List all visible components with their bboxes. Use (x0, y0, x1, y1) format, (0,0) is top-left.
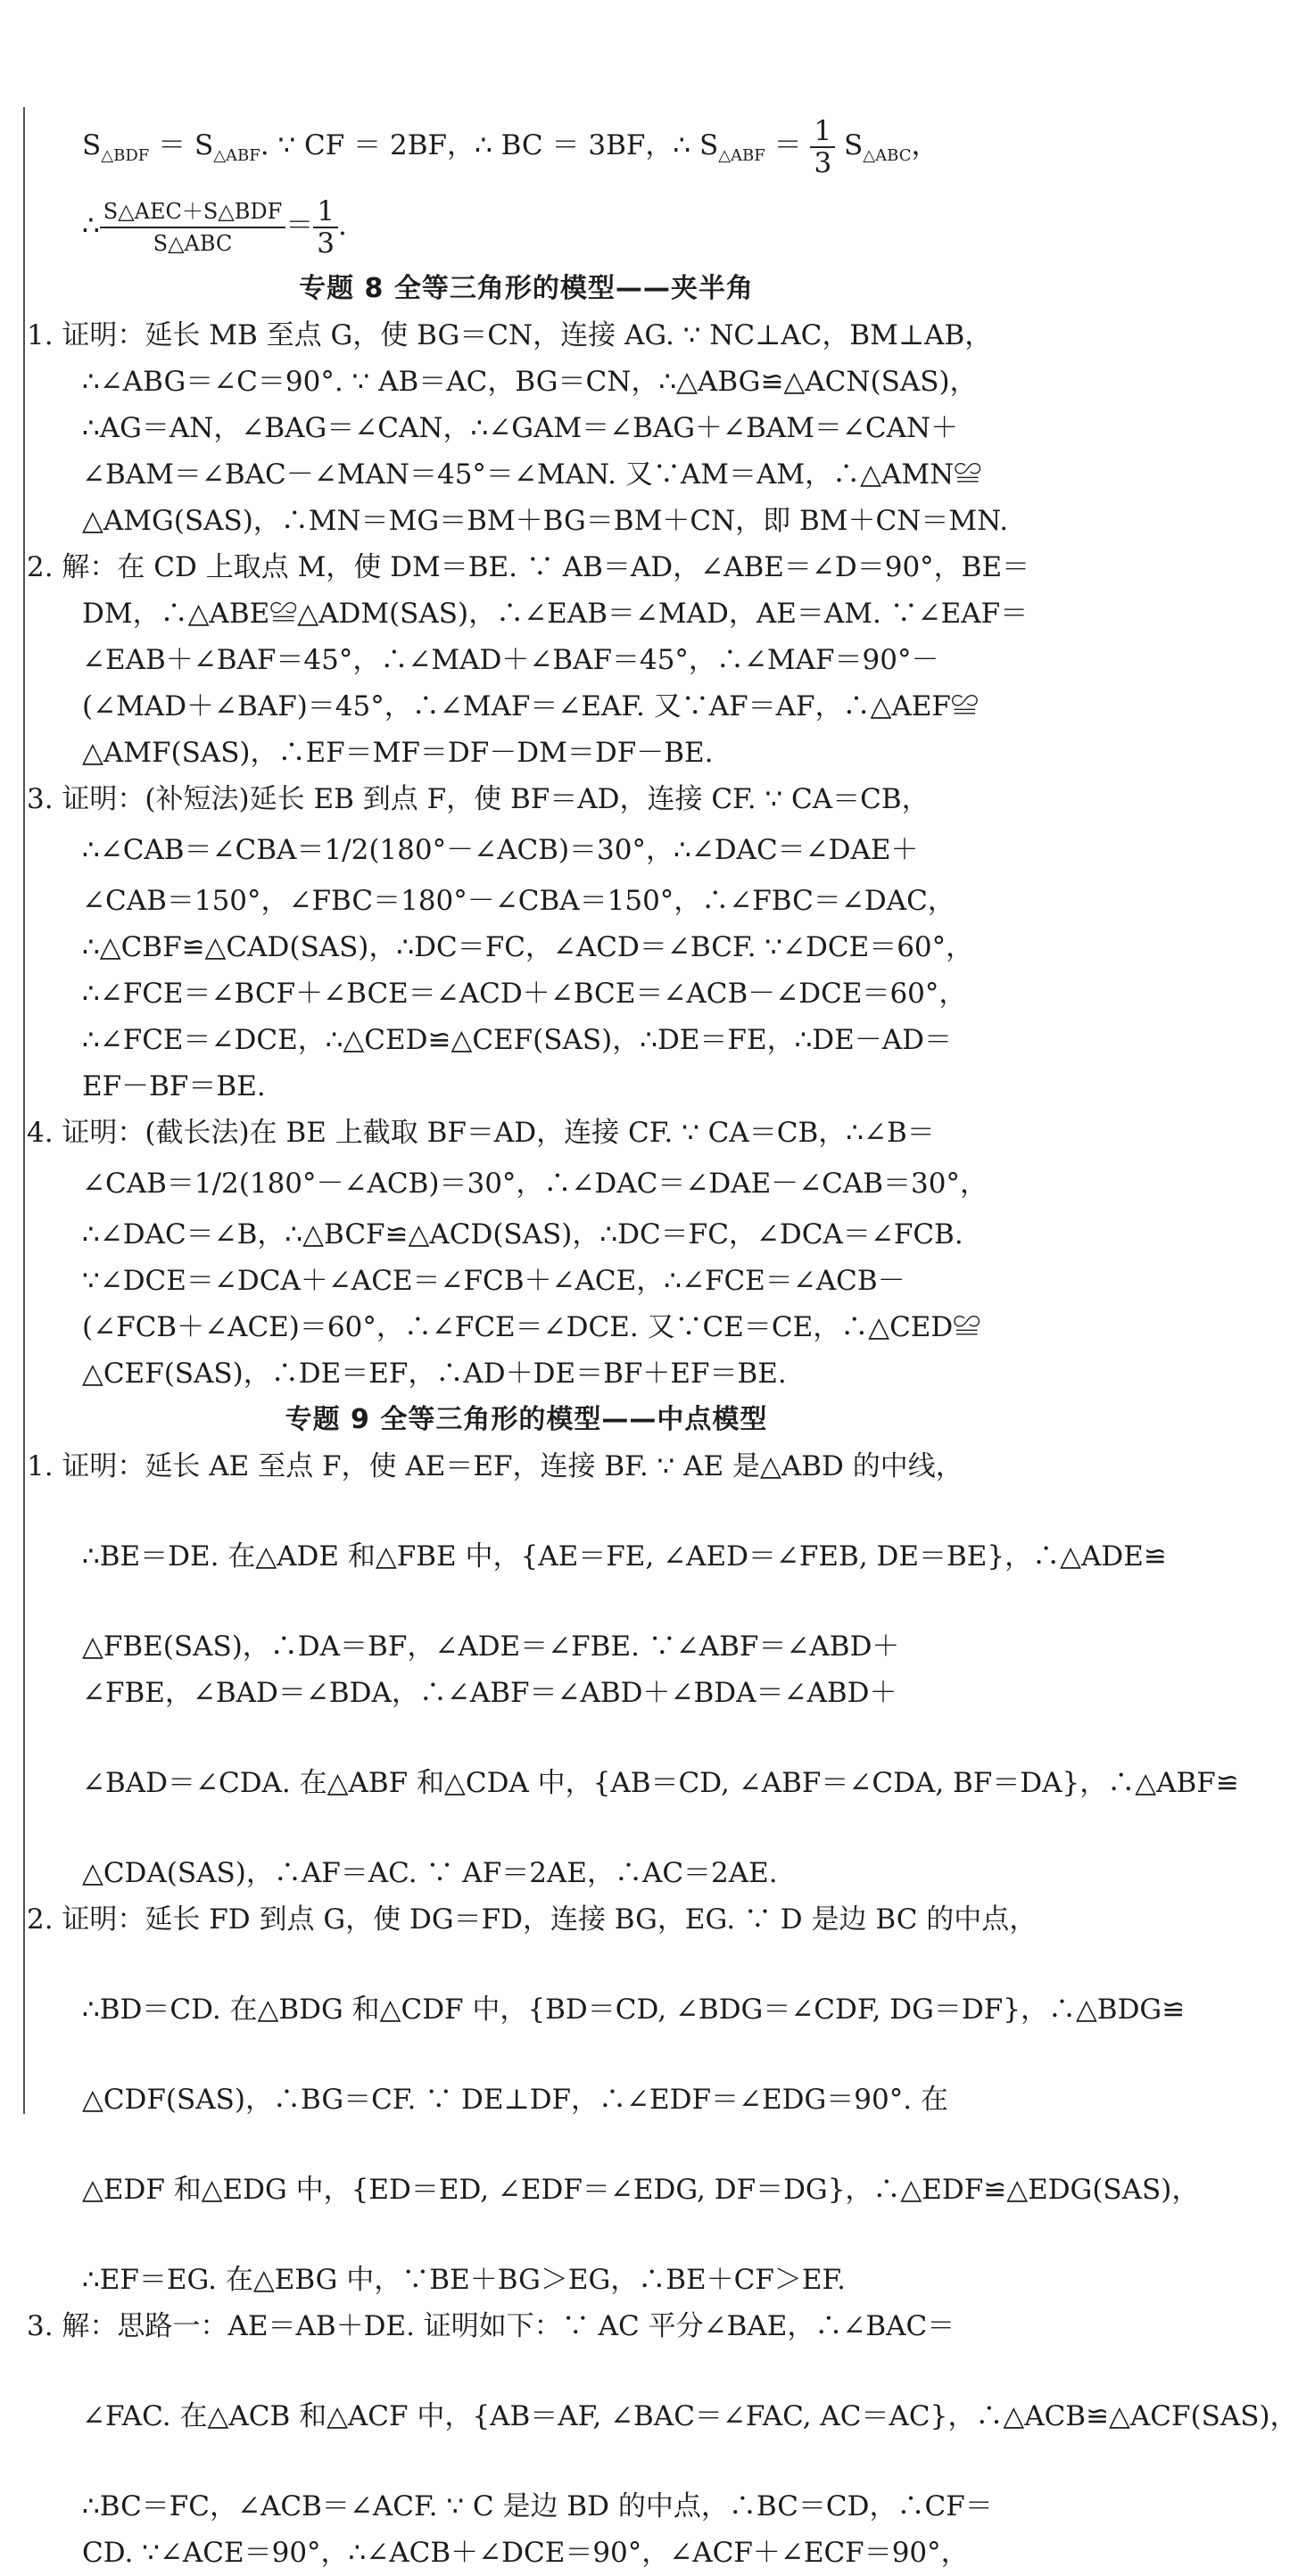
fraction (100, 196, 286, 259)
text-line: △AMG(SAS)，∴MN＝MG＝BM＋BG＝BM＋CN，即 BM＋CN＝MN. (82, 505, 1009, 537)
text-line: △FBE(SAS)，∴DA＝BF，∠ADE＝∠FBE. ∵∠ABF＝∠ABD＋ (82, 1631, 900, 1663)
text-run: ＝ (765, 129, 811, 161)
problem-line: 4. 证明：(截长法)在 BE 上截取 BF＝AD，连接 CF. ∵ CA＝CB，∴∠B＝ (27, 1117, 935, 1149)
text-line-with-system: △EDF 和△EDG 中，{ED＝ED, ∠EDF＝∠EDG, DF＝DG}，∴△EDF≌△EDG(SAS)， (82, 2174, 1200, 2206)
section-heading: 专题 8 全等三角形的模型——夹半角 (299, 273, 754, 304)
text-line: ∴∠FCE＝∠BCF＋∠BCE＝∠ACD＋∠BCE＝∠ACB－∠DCE＝60°， (82, 978, 967, 1010)
text-line: ∴△CBF≌△CAD(SAS)，∴DC＝FC，∠ACD＝∠BCF. ∵∠DCE＝60°， (82, 931, 974, 963)
text-run: ， (911, 129, 939, 161)
fraction (810, 116, 835, 178)
problem-line: 2. 解：在 CD 上取点 M，使 DM＝BE. ∵ AB＝AD，∠ABE＝∠D＝90°，BE＝ (27, 551, 1030, 583)
text-line: EF－BF＝BE. (82, 1070, 266, 1102)
fraction-denominator: S△ABC (153, 230, 233, 256)
text-line-with-system: ∴BE＝DE. 在△ADE 和△FBE 中，{AE＝FE, ∠AED＝∠FEB, DE＝BE}，∴△ADE≌ (82, 1540, 1167, 1573)
subscript: △BDF (101, 146, 150, 166)
text-line-with-system: ∠FAC. 在△ACB 和△ACF 中，{AB＝AF, ∠BAC＝∠FAC, AC＝AC}，∴△ACB≌△ACF(SAS)， (82, 2400, 1298, 2432)
problem-line: 3. 解：思路一：AE＝AB＋DE. 证明如下：∵ AC 平分∠BAE，∴∠BAC＝ (27, 2310, 955, 2342)
text-run: . ∵ CF ＝ 2BF，∴ BC ＝ 3BF，∴ S (260, 129, 719, 161)
text-line: △CEF(SAS)，∴DE＝EF，∴AD＋DE＝BF＋EF＝BE. (82, 1358, 787, 1390)
fraction (313, 196, 338, 259)
section-heading: 专题 9 全等三角形的模型——中点模型 (285, 1404, 768, 1435)
text-line: ∵∠DCE＝∠DCA＋∠ACE＝∠FCB＋∠ACE，∴∠FCE＝∠ACB－ (82, 1265, 905, 1297)
fraction-numerator: S△AEC＋S△BDF (100, 196, 286, 228)
text-line: ∴EF＝EG. 在△EBG 中，∵BE＋BG＞EG，∴BE＋CF＞EF. (82, 2264, 847, 2296)
answer-page (27, 105, 1298, 2576)
fraction-denominator: 3 (814, 146, 832, 179)
fraction-numerator: 1 (313, 196, 338, 228)
subscript: △ABF (213, 146, 260, 166)
text-line: ∠BAM＝∠BAC－∠MAN＝45°＝∠MAN. 又∵AM＝AM，∴△AMN≌ (82, 458, 982, 491)
text-line: ∴AG＝AN，∠BAG＝∠CAN，∴∠GAM＝∠BAG＋∠BAM＝∠CAN＋ (82, 412, 959, 444)
text-line: ∴BC＝FC，∠ACB＝∠ACF. ∵ C 是边 BD 的中点，∴BC＝CD，∴CF＝ (82, 2490, 993, 2522)
text-line: ∴∠ABG＝∠C＝90°. ∵ AB＝AC，BG＝CN，∴△ABG≌△ACN(SAS)， (82, 366, 978, 398)
text-line (27, 105, 1026, 186)
fraction-numerator: 1 (810, 116, 835, 148)
text-line: ∠EAB＋∠BAF＝45°，∴∠MAD＋∠BAF＝45°，∴∠MAF＝90°－ (82, 644, 939, 676)
text-line-with-system: ∴BD＝CD. 在△BDG 和△CDF 中，{BD＝CD, ∠BDG＝∠CDF, DG＝DF}，∴△BDG≌ (82, 1994, 1186, 2026)
text-run: S (82, 129, 102, 161)
text-run: . (338, 210, 347, 242)
subscript: △ABC (863, 146, 912, 166)
text-line: CD. ∵∠ACE＝90°，∴∠ACB＋∠DCE＝90°，∠ACF＋∠ECF＝90°， (82, 2537, 969, 2569)
text-run: ＝ S (149, 129, 214, 161)
text-line: ∴∠CAB＝∠CBA＝1/2(180°－∠ACB)＝30°，∴∠DAC＝∠DAE＋ (82, 834, 919, 866)
text-line: (∠FCB＋∠ACE)＝60°，∴∠FCE＝∠DCE. 又∵CE＝CE，∴△CED≌ (82, 1311, 981, 1343)
problem-line: 1. 证明：延长 MB 至点 G，使 BG＝CN，连接 AG. ∵ NC⊥AC，BM⊥AB， (27, 319, 993, 351)
text-line: DM，∴△ABE≌△ADM(SAS)，∴∠EAB＝∠MAD，AE＝AM. ∵∠EAF＝ (82, 598, 1029, 630)
left-margin-rule (23, 107, 25, 2114)
problem-line: 3. 证明：(补短法)延长 EB 到点 F，使 BF＝AD，连接 CF. ∵ CA＝CB， (27, 783, 930, 815)
text-line: △CDF(SAS)，∴BG＝CF. ∵ DE⊥DF，∴∠EDF＝∠EDG＝90°. 在 (82, 2084, 948, 2116)
text-line: ∴∠FCE＝∠DCE，∴△CED≌△CEF(SAS)，∴DE＝FE，∴DE－AD＝ (82, 1024, 953, 1056)
subscript: △ABF (718, 146, 765, 166)
text-line: ∠CAB＝150°，∠FBC＝180°－∠CBA＝150°，∴∠FBC＝∠DAC， (82, 885, 955, 917)
problem-line: 2. 证明：延长 FD 到点 G，使 DG＝FD，连接 BG，EG. ∵ D 是边 BC 的中点， (27, 1903, 1038, 1936)
fraction-denominator: 3 (317, 227, 335, 260)
text-line (27, 186, 1026, 266)
problem-line: 1. 证明：延长 AE 至点 F，使 AE＝EF，连接 BF. ∵ AE 是△ABD 的中线， (27, 1450, 963, 1482)
text-line: ∠CAB＝1/2(180°－∠ACB)＝30°，∴∠DAC＝∠DAE－∠CAB＝30°， (82, 1168, 988, 1200)
text-line: △CDA(SAS)，∴AF＝AC. ∵ AF＝2AE，∴AC＝2AE. (82, 1857, 778, 1889)
text-line: ∠FBE，∠BAD＝∠BDA，∴∠ABF＝∠ABD＋∠BDA＝∠ABD＋ (82, 1677, 897, 1709)
text-line-with-system: ∠BAD＝∠CDA. 在△ABF 和△CDA 中，{AB＝CD, ∠ABF＝∠CDA, BF＝DA}，∴△ABF≌ (82, 1767, 1239, 1799)
text-line: ∴∠DAC＝∠B，∴△BCF≌△ACD(SAS)，∴DC＝FC，∠DCA＝∠FCB. (82, 1218, 963, 1251)
text-run: ＝ (285, 210, 314, 242)
text-line: △AMF(SAS)，∴EF＝MF＝DF－DM＝DF－BE. (82, 737, 714, 769)
text-run: ∴ (82, 210, 100, 242)
text-line: (∠MAD＋∠BAF)＝45°，∴∠MAF＝∠EAF. 又∵AF＝AF，∴△AEF≌ (82, 690, 979, 722)
text-run: S (835, 129, 864, 161)
